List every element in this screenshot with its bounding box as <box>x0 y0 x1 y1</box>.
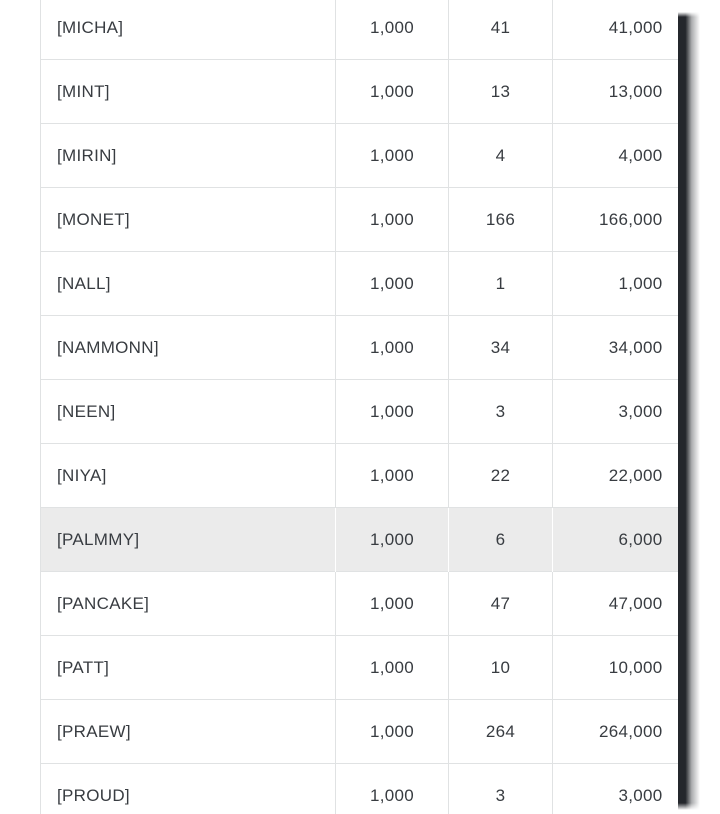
table-row[interactable] <box>41 700 679 764</box>
cell-name: [MONET] <box>41 188 336 252</box>
cell-count: 166 <box>449 188 553 252</box>
cell-count: 6 <box>449 508 553 572</box>
table-row[interactable] <box>41 636 679 700</box>
cell-count: 22 <box>449 444 553 508</box>
cell-total: 1,000 <box>553 252 679 316</box>
cell-name: [PATT] <box>41 636 336 700</box>
cell-name: [NIYA] <box>41 444 336 508</box>
table-row[interactable] <box>41 444 679 508</box>
cell-name: [PALMMY] <box>41 508 336 572</box>
cell-unit: 1,000 <box>336 380 449 444</box>
cell-count: 3 <box>449 380 553 444</box>
table-body <box>41 0 679 814</box>
table-row[interactable] <box>41 188 679 252</box>
cell-name: [PROUD] <box>41 764 336 814</box>
cell-count: 264 <box>449 700 553 764</box>
table-row[interactable] <box>41 0 679 60</box>
cell-total: 22,000 <box>553 444 679 508</box>
cell-total: 34,000 <box>553 316 679 380</box>
cell-total: 41,000 <box>553 0 679 60</box>
cell-total: 10,000 <box>553 636 679 700</box>
cell-unit: 1,000 <box>336 636 449 700</box>
cell-name: [NAMMONN] <box>41 316 336 380</box>
table-row[interactable] <box>41 380 679 444</box>
cell-name: [PANCAKE] <box>41 572 336 636</box>
cell-count: 41 <box>449 0 553 60</box>
cell-count: 47 <box>449 572 553 636</box>
cell-unit: 1,000 <box>336 700 449 764</box>
table-row[interactable] <box>41 764 679 814</box>
cell-name: [NEEN] <box>41 380 336 444</box>
table-row[interactable] <box>41 316 679 380</box>
data-table <box>40 0 679 814</box>
cell-count: 34 <box>449 316 553 380</box>
cell-total: 6,000 <box>553 508 679 572</box>
scrollbar-thumb[interactable] <box>678 12 700 810</box>
cell-total: 3,000 <box>553 380 679 444</box>
table-row[interactable] <box>41 60 679 124</box>
table-row[interactable] <box>41 508 679 572</box>
cell-count: 3 <box>449 764 553 814</box>
cell-unit: 1,000 <box>336 124 449 188</box>
cell-total: 47,000 <box>553 572 679 636</box>
cell-count: 10 <box>449 636 553 700</box>
cell-unit: 1,000 <box>336 316 449 380</box>
table-row[interactable] <box>41 252 679 316</box>
cell-total: 3,000 <box>553 764 679 814</box>
cell-count: 13 <box>449 60 553 124</box>
cell-name: [PRAEW] <box>41 700 336 764</box>
cell-total: 4,000 <box>553 124 679 188</box>
cell-unit: 1,000 <box>336 188 449 252</box>
cell-unit: 1,000 <box>336 252 449 316</box>
cell-name: [MICHA] <box>41 0 336 60</box>
cell-count: 4 <box>449 124 553 188</box>
cell-unit: 1,000 <box>336 0 449 60</box>
cell-name: [MIRIN] <box>41 124 336 188</box>
cell-unit: 1,000 <box>336 764 449 814</box>
table-row[interactable] <box>41 572 679 636</box>
cell-unit: 1,000 <box>336 60 449 124</box>
cell-total: 13,000 <box>553 60 679 124</box>
cell-name: [MINT] <box>41 60 336 124</box>
cell-count: 1 <box>449 252 553 316</box>
cell-unit: 1,000 <box>336 444 449 508</box>
cell-total: 166,000 <box>553 188 679 252</box>
cell-unit: 1,000 <box>336 508 449 572</box>
cell-total: 264,000 <box>553 700 679 764</box>
cell-unit: 1,000 <box>336 572 449 636</box>
table-row[interactable] <box>41 124 679 188</box>
cell-name: [NALL] <box>41 252 336 316</box>
